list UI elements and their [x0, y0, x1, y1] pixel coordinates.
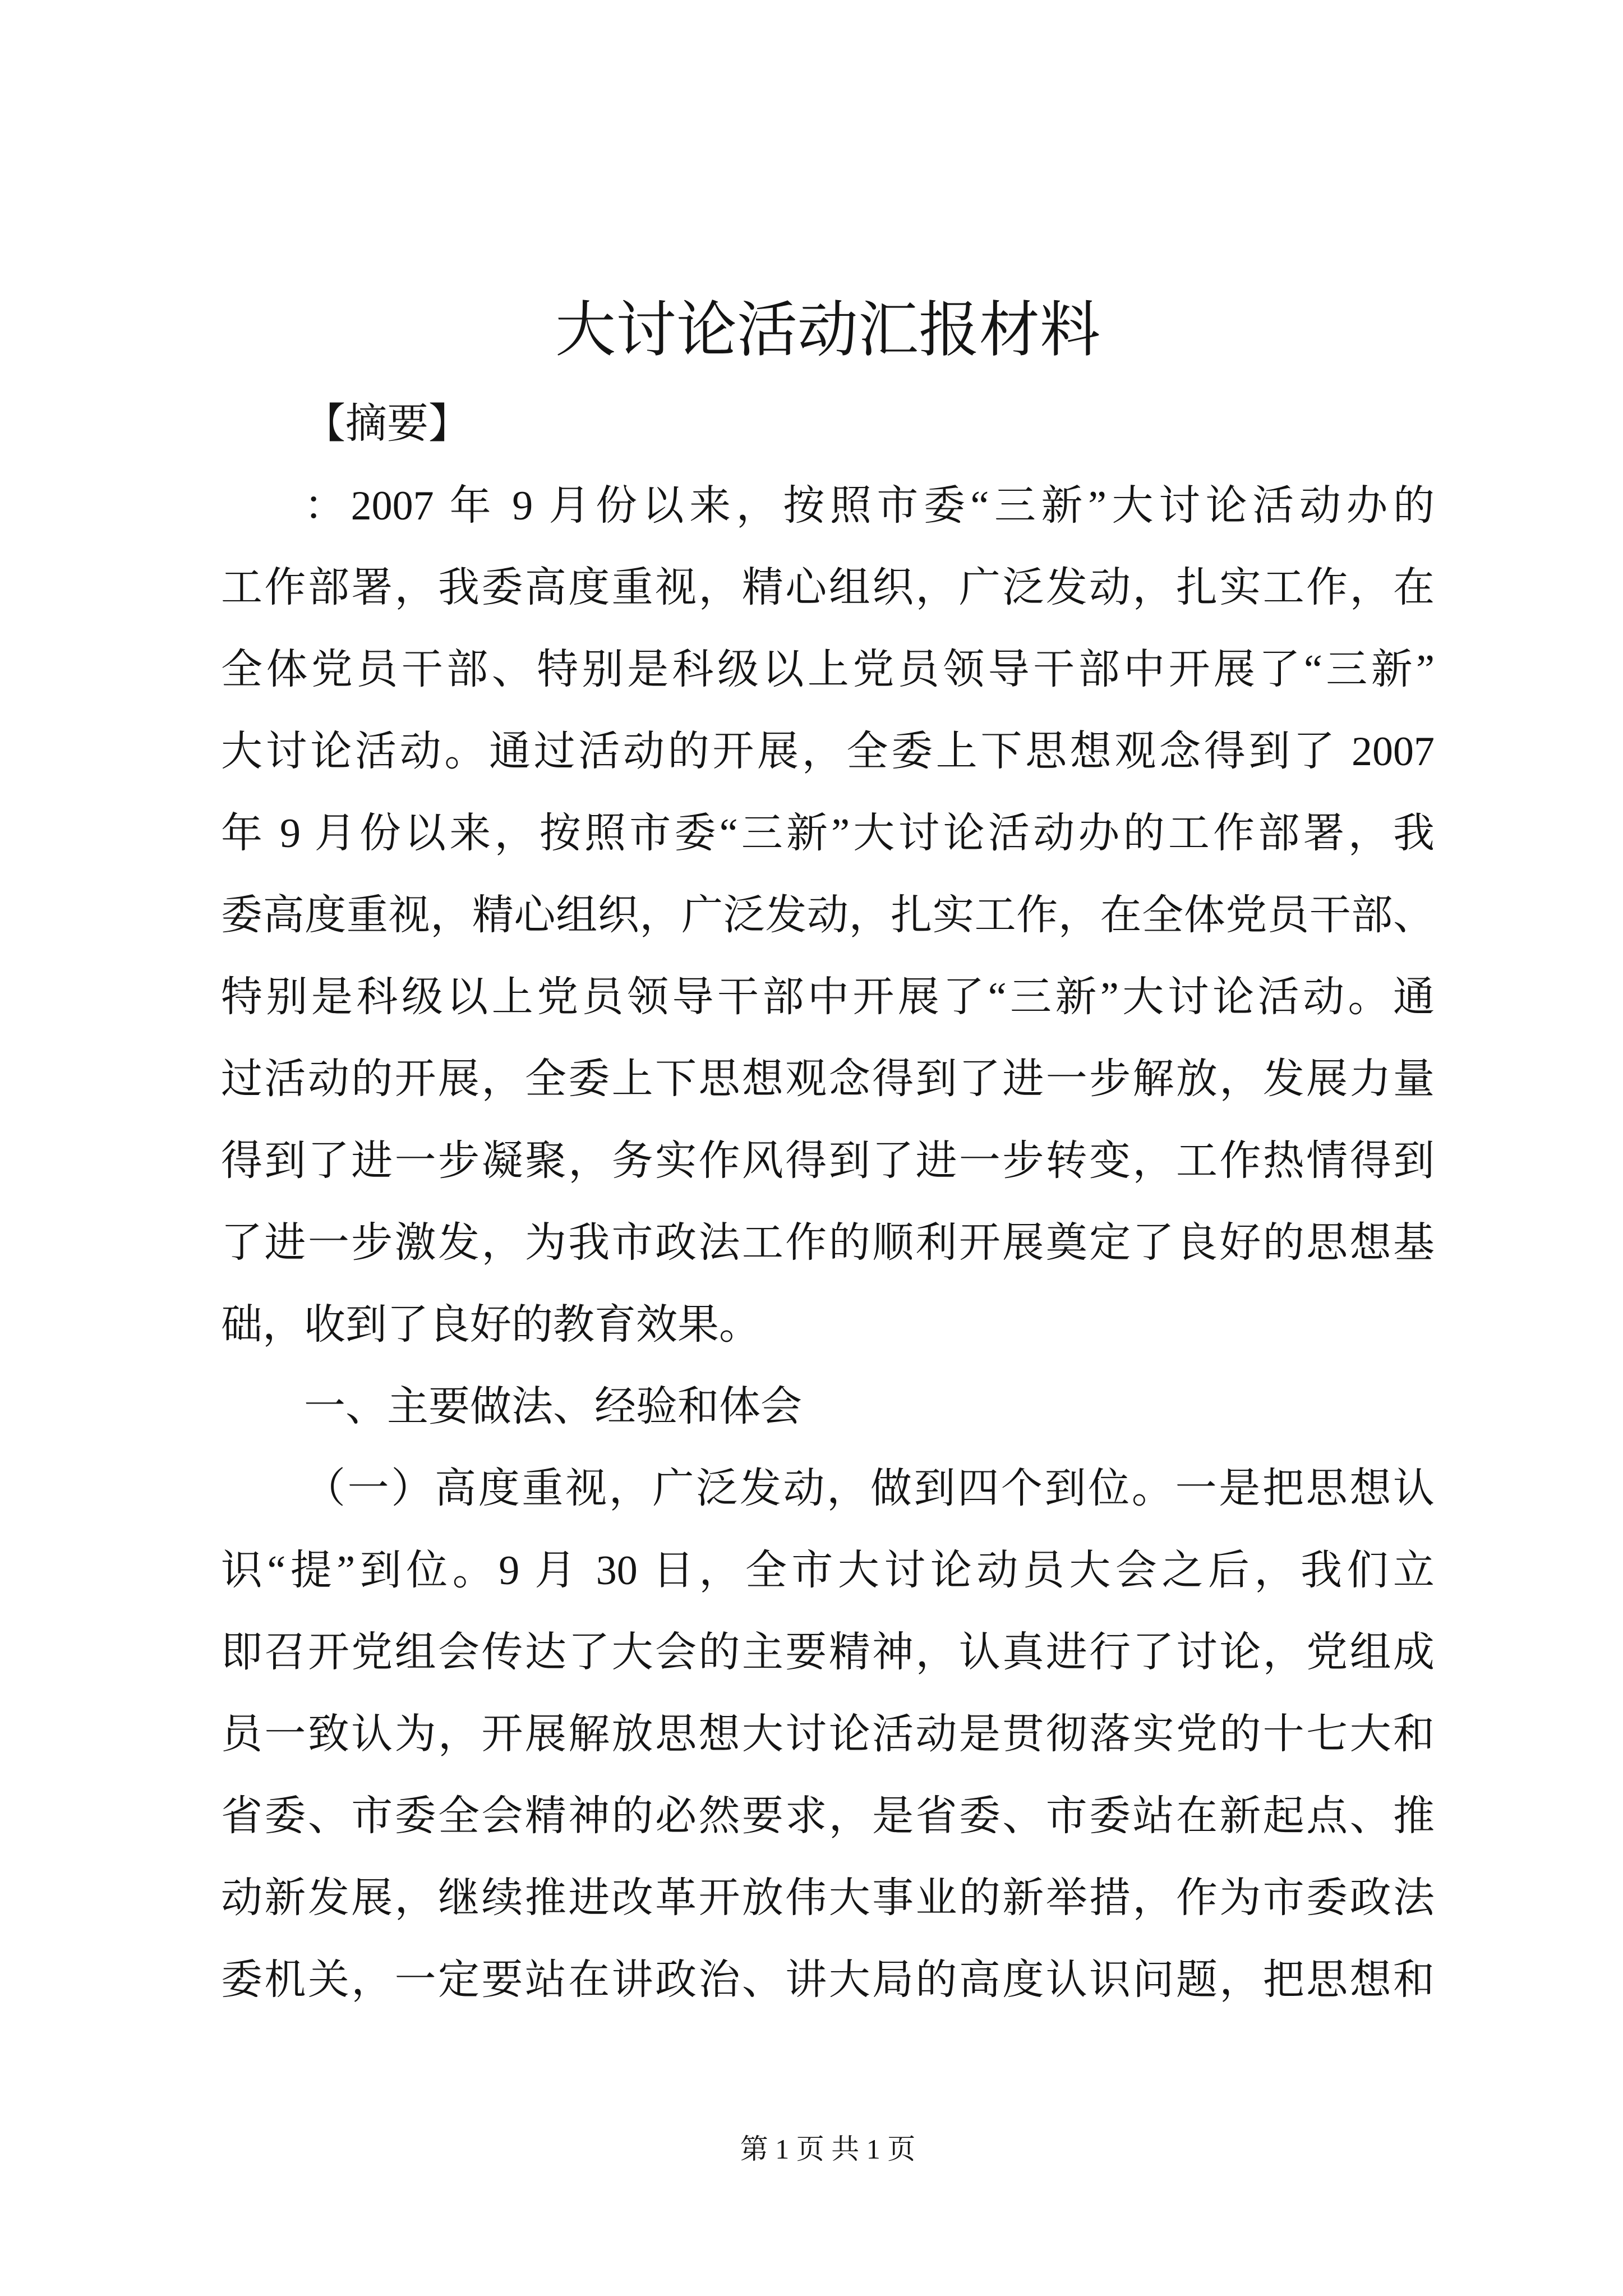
body-line: 动新发展，继续推进改革开放伟大事业的新举措，作为市委政法	[221, 1875, 1435, 1921]
page-footer: 第 1 页 共 1 页	[740, 2133, 916, 2165]
body-line: 省委、市委全会精神的必然要求，是省委、市委站在新起点、推	[221, 1793, 1435, 1839]
abstract-line: 工作部署，我委高度重视，精心组织，广泛发动，扎实工作，在	[221, 565, 1435, 611]
abstract-line: 大讨论活动。通过活动的开展，全委上下思想观念得到了 2007	[221, 729, 1435, 775]
abstract-line: 全体党员干部、特别是科级以上党员领导干部中开展了“三新”	[221, 647, 1435, 693]
body-line: 即召开党组会传达了大会的主要精神，认真进行了讨论，党组成	[221, 1630, 1435, 1676]
abstract-line: 得到了进一步凝聚，务实作风得到了进一步转变，工作热情得到	[221, 1138, 1435, 1184]
abstract-label: 【摘要】	[304, 401, 470, 447]
abstract-line: 委高度重视，精心组织，广泛发动，扎实工作，在全体党员干部、	[221, 892, 1435, 938]
abstract-line: 年 9 月份以来，按照市委“三新”大讨论活动办的工作部署，我	[221, 811, 1435, 857]
abstract-line: 过活动的开展，全委上下思想观念得到了进一步解放，发展力量	[221, 1056, 1435, 1102]
body-line: 识“提”到位。9 月 30 日，全市大讨论动员大会之后，我们立	[221, 1548, 1435, 1594]
body-line: （一）高度重视，广泛发动，做到四个到位。一是把思想认	[304, 1466, 1435, 1512]
abstract-line: 了进一步激发，为我市政法工作的顺利开展奠定了良好的思想基	[221, 1220, 1435, 1266]
abstract-line: 特别是科级以上党员领导干部中开展了“三新”大讨论活动。通	[221, 974, 1435, 1020]
abstract-line: 础，收到了良好的教育效果。	[221, 1302, 760, 1348]
section-heading: 一、主要做法、经验和体会	[304, 1384, 802, 1430]
body-line: 委机关，一定要站在讲政治、讲大局的高度认识问题，把思想和	[221, 1957, 1435, 2003]
abstract-line: ：2007 年 9 月份以来，按照市委“三新”大讨论活动办的	[304, 483, 1435, 529]
body-line: 员一致认为，开展解放思想大讨论活动是贯彻落实党的十七大和	[221, 1711, 1435, 1757]
document-title: 大讨论活动汇报材料	[555, 297, 1100, 364]
abstract-paragraph	[221, 465, 1435, 1366]
section-paragraph	[221, 1448, 1435, 2021]
document-body	[221, 383, 1435, 2021]
